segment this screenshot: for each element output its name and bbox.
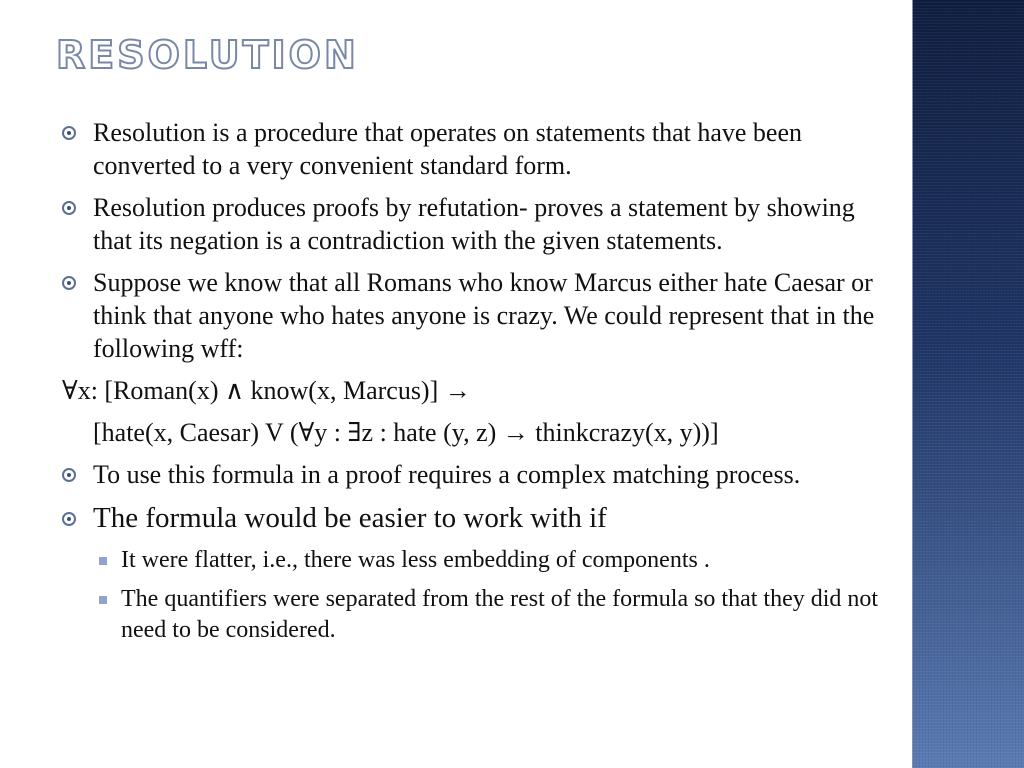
subbullet-item	[62, 545, 892, 576]
formula-line-2: [hate(x, Caesar) V (∀y : ∃z : hate (y, z) → thinkcrazy(x, y))]	[93, 418, 719, 447]
square-bullet-icon	[99, 596, 107, 604]
bullet-item	[62, 266, 892, 365]
slide-body	[62, 116, 892, 654]
circle-bullet-icon	[62, 276, 76, 290]
circle-bullet-icon	[62, 201, 76, 215]
slide-title: RESOLUTION	[56, 33, 359, 77]
subbullet-item	[62, 584, 892, 646]
bullet-item	[62, 116, 892, 182]
circle-bullet-icon	[62, 126, 76, 140]
bullet-text: Resolution produces proofs by refutation- proves a statement by showing that its negation is a contradiction with the given statements.	[93, 193, 855, 255]
bullet-text: Suppose we know that all Romans who know Marcus either hate Caesar or think that anyone who hates anyone is crazy. We could represent that in the following wff:	[93, 268, 875, 363]
bullet-text: Resolution is a procedure that operates on statements that have been converted to a very convenient standard form.	[93, 118, 802, 180]
bullet-text: To use this formula in a proof requires a complex matching process.	[93, 460, 801, 489]
bullet-item	[62, 458, 892, 491]
subbullet-text: The quantifiers were separated from the rest of the formula so that they did not need to be considered.	[121, 586, 879, 643]
square-bullet-icon	[99, 557, 107, 565]
circle-bullet-icon	[62, 468, 76, 482]
circle-bullet-icon	[62, 512, 76, 526]
subbullet-text: It were flatter, i.e., there was less embedding of components .	[121, 547, 710, 573]
bullet-item	[62, 500, 892, 536]
bullet-item	[62, 191, 892, 257]
bullet-text: The formula would be easier to work with if	[93, 502, 607, 534]
decorative-sidebar	[912, 0, 1024, 768]
formula-line-1: ∀x: [Roman(x) ∧ know(x, Marcus)] →	[62, 376, 471, 405]
